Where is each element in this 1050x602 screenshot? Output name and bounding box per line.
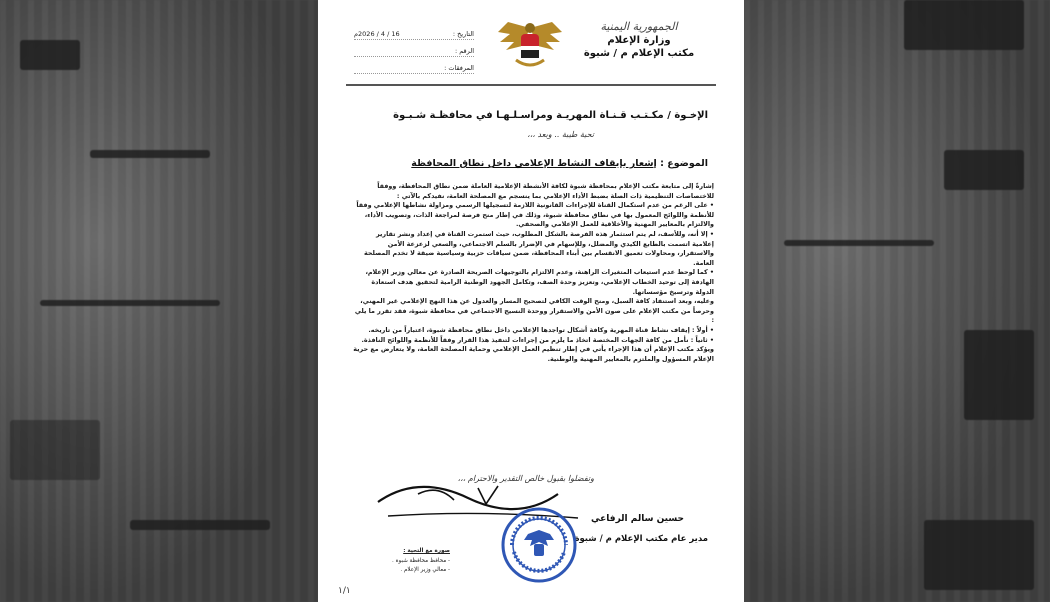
signer-title: مدير عام مكتب الإعلام م / شبوة xyxy=(574,534,708,544)
body-paragraph: • ثانياً : نأمل من كافة الجهات المختصة اتخاذ ما يلزم من إجراءات لتنفيذ هذا القرار وفقاً للأنظمة واللوائح النافذة. xyxy=(361,335,714,344)
body-paragraph: • أولاً : إيقاف نشاط قناة المهرية وكافة أشكال تواجدها الإعلامي داخل نطاق محافظة شبوة، اعتباراً من تاريخه. xyxy=(368,325,714,334)
meta-value-date: 16 / 4 / 2026م xyxy=(354,30,400,38)
copies-item: - معالي وزير الإعلام . xyxy=(400,567,450,573)
letterhead-office: مكتب الإعلام م / شبوة xyxy=(583,48,695,59)
greeting: تحية طيبة .. وبعد ،،، xyxy=(527,130,594,139)
subject-line xyxy=(411,158,708,169)
meta-label-date: التاريخ : xyxy=(452,30,474,38)
letterhead-calligraphy: الجمهورية اليمنية xyxy=(600,20,678,33)
copies-heading: صورة مع التحية : xyxy=(403,548,450,554)
meta-row-date xyxy=(354,30,474,40)
meta-row-number xyxy=(354,47,474,57)
header-divider xyxy=(346,84,716,86)
eagle-emblem-icon xyxy=(494,14,566,76)
blurred-background-left xyxy=(0,0,318,602)
meta-label-attachments: المرفقات : xyxy=(444,64,474,72)
letter-body xyxy=(352,182,714,364)
body-paragraph: ويؤكد مكتب الإعلام أن هذا الإجراء يأتي في إطار تنظيم العمل الإعلامي وحماية المصلحة العامة، ولا يتعارض مع حرية الإعلام المسؤول والملتزم بالمعايير المهنية والوطنية. xyxy=(353,345,714,363)
copies-list xyxy=(340,548,450,576)
subject-title: إشعار بإيقاف النشاط الإعلامي داخل نطاق المحافظة xyxy=(411,158,657,169)
page-number: ١/١ xyxy=(338,586,351,596)
letterhead-right xyxy=(574,20,704,59)
letter-meta-fields xyxy=(354,30,474,81)
subject-prefix: الموضوع : xyxy=(660,158,708,169)
copies-item: - محافظ محافظة شبوة . xyxy=(392,558,450,564)
closing-line: وتفضلوا بقبول خالص التقدير والاحترام ،،، xyxy=(457,474,594,483)
blurred-background-right xyxy=(744,0,1050,602)
addressee: الإخـوة / مكـتـب قـنـاة المهريـة ومراسـلـهـا في محافظـة شـبـوة xyxy=(393,110,708,121)
body-paragraph: • إلا أنه، وللأسف، لم يتم استثمار هذه الفرصة بالشكل المطلوب، حيث استمرت القناة في إعداد ونشر تقارير إعلامية اتسمت بالطابع الكيدي والمضلل، وللإسهام في الإضرار بالسلم الاجتماعي، والسعي لزعزعة الأمن والاستقرار، ومحاولات تعميق الانقسام بين أبناء المحافظة، ضمن سياقات حزبية وسياسية ضيقة لا تخدم المصلحة العامة. xyxy=(363,229,714,267)
body-paragraph: إشارةً إلى متابعة مكتب الإعلام بمحافظة شبوة لكافة الأنشطة الإعلامية العاملة ضمن نطاق المحافظة، ووفقاً للاختصاصات التنظيمية ذات الصلة بضبط الأداء الإعلامي بما ينسجم مع المصلحة العامة، نفيدكم بالآتي : xyxy=(377,182,714,200)
meta-label-number: الرقم : xyxy=(454,47,474,55)
meta-row-attachments xyxy=(354,64,474,74)
body-paragraph: • على الرغم من عدم استكمال القناة للإجراءات القانونية اللازمة لتسجيلها الرسمي ومزاولة نشاطها الإعلامي وفقاً للأنظمة واللوائح المعمول بها في نطاق محافظة شبوة، وذلك في إطار منح فرصة لمراجعة الذات، وتصويب الأداء، والالتزام بالمعايير المهنية والأخلاقية للعمل الإعلامي والصحفي. xyxy=(356,201,714,229)
letter-page xyxy=(318,0,744,602)
signer-name: حسين سالم الرفاعي xyxy=(591,514,684,524)
body-paragraph: وعليه، وبعد استنفاد كافة السبل، ومنح الوقت الكافي لتصحيح المسار والعدول عن هذا النهج الإعلامي غير المهني، وحرصاً من مكتب الإعلام على صون الأمن والاستقرار ووحدة النسيج الاجتماعي في محافظة شبوة، فقد تقرر ما يلي : xyxy=(354,297,714,325)
letterhead-ministry: وزارة الإعلام xyxy=(607,35,671,46)
body-paragraph: • كما لوحظ عدم استيعاب المتغيرات الراهنة، وعدم الالتزام بالتوجيهات الصريحة الصادرة عن معالي وزير الإعلام، الهادفة إلى توحيد الخطاب الإعلامي، وتعزيز وحدة الصف، وتكامل الجهود الوطنية الرامية لتحقيق هدف استعادة الدولة وترسيخ مؤسساتها. xyxy=(365,268,714,296)
official-stamp-icon xyxy=(500,506,578,584)
